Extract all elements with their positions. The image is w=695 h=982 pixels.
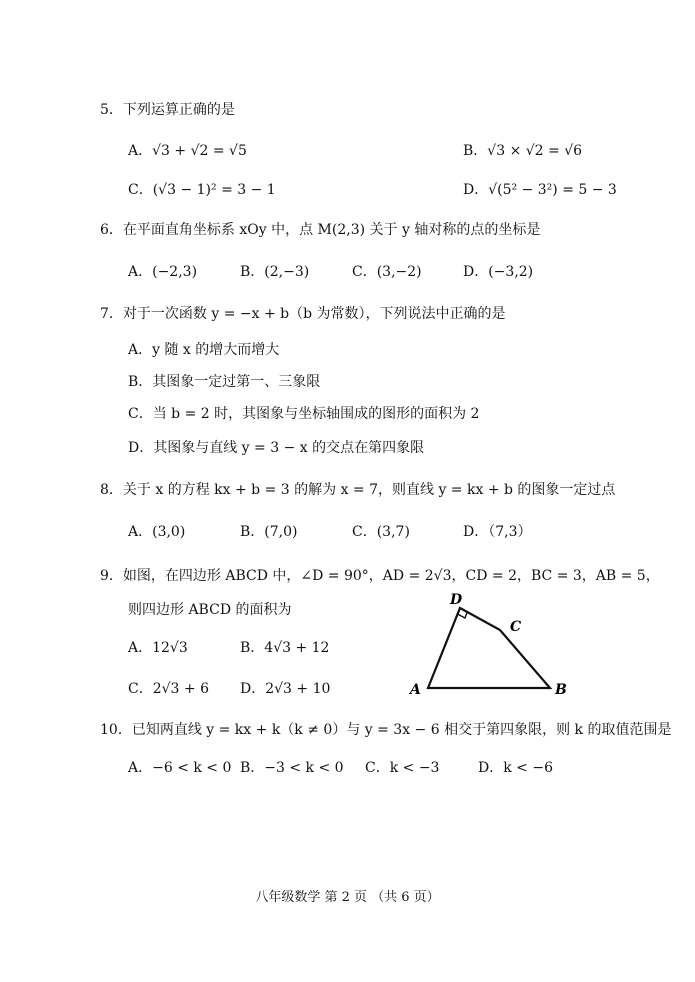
question-5-option-b: B．√3 × √2 = √6 bbox=[463, 143, 583, 159]
question-9-option-b: B．4√3 + 12 bbox=[240, 640, 330, 656]
question-5-option-a: A．√3 + √2 = √5 bbox=[128, 143, 247, 159]
quadrilateral-diagram bbox=[400, 588, 580, 698]
question-6-option-c: C．(3,−2) bbox=[352, 264, 422, 280]
question-7-option-c: C．当 b = 2 时，其图象与坐标轴围成的图形的面积为 2 bbox=[128, 406, 480, 422]
label-vertex-c: C bbox=[510, 619, 522, 635]
label-vertex-a: A bbox=[410, 682, 421, 698]
label-vertex-d: D bbox=[450, 592, 463, 608]
question-6-stem: 6．在平面直角坐标系 xOy 中，点 M(2,3) 关于 y 轴对称的点的坐标是 bbox=[100, 222, 541, 238]
quadrilateral-figure bbox=[400, 588, 580, 698]
question-9-option-c: C．2√3 + 6 bbox=[128, 681, 209, 697]
question-8-option-c: C．(3,7) bbox=[352, 524, 410, 540]
question-8-option-d: D．（7,3） bbox=[463, 524, 532, 540]
question-8-option-a: A．(3,0) bbox=[128, 524, 186, 540]
question-9-stem: 9．如图，在四边形 ABCD 中，∠D = 90°，AD = 2√3，CD = 2，BC = 3，AB = 5， bbox=[100, 568, 660, 584]
question-7-option-a: A．y 随 x 的增大而增大 bbox=[128, 342, 280, 358]
question-5-option-d: D．√(5² − 3²) = 5 − 3 bbox=[463, 182, 617, 198]
question-10-option-c: C．k < −3 bbox=[365, 760, 440, 776]
question-6-option-a: A．(−2,3) bbox=[128, 264, 198, 280]
question-5-option-c: C．(√3 − 1)² = 3 − 1 bbox=[128, 182, 276, 198]
question-7-option-d: D．其图象与直线 y = 3 − x 的交点在第四象限 bbox=[128, 440, 425, 456]
question-6-option-d: D．(−3,2) bbox=[463, 264, 534, 280]
question-7-option-b: B．其图象一定过第一、三象限 bbox=[128, 374, 321, 390]
label-vertex-b: B bbox=[555, 682, 567, 698]
question-9-option-a: A．12√3 bbox=[128, 640, 188, 656]
page-footer: 八年级数学 第 2 页 （共 6 页） bbox=[255, 890, 440, 905]
question-10-option-a: A．−6 < k < 0 bbox=[128, 760, 232, 776]
question-9-stem-continued: 则四边形 ABCD 的面积为 bbox=[128, 602, 292, 618]
question-8-stem: 8．关于 x 的方程 kx + b = 3 的解为 x = 7，则直线 y = kx + b 的图象一定过点 bbox=[100, 482, 616, 498]
quadrilateral-outline bbox=[428, 608, 550, 688]
question-10-option-b: B．−3 < k < 0 bbox=[240, 760, 344, 776]
question-7-stem: 7．对于一次函数 y = −x + b（b 为常数），下列说法中正确的是 bbox=[100, 306, 506, 322]
question-10-stem: 10．已知两直线 y = kx + k（k ≠ 0）与 y = 3x − 6 相交于第四象限，则 k 的取值范围是 bbox=[100, 722, 672, 738]
question-9-option-d: D．2√3 + 10 bbox=[240, 681, 331, 697]
question-6-option-b: B．(2,−3) bbox=[240, 264, 310, 280]
question-10-option-d: D．k < −6 bbox=[478, 760, 553, 776]
question-8-option-b: B．(7,0) bbox=[240, 524, 298, 540]
question-5-stem: 5．下列运算正确的是 bbox=[100, 102, 235, 118]
